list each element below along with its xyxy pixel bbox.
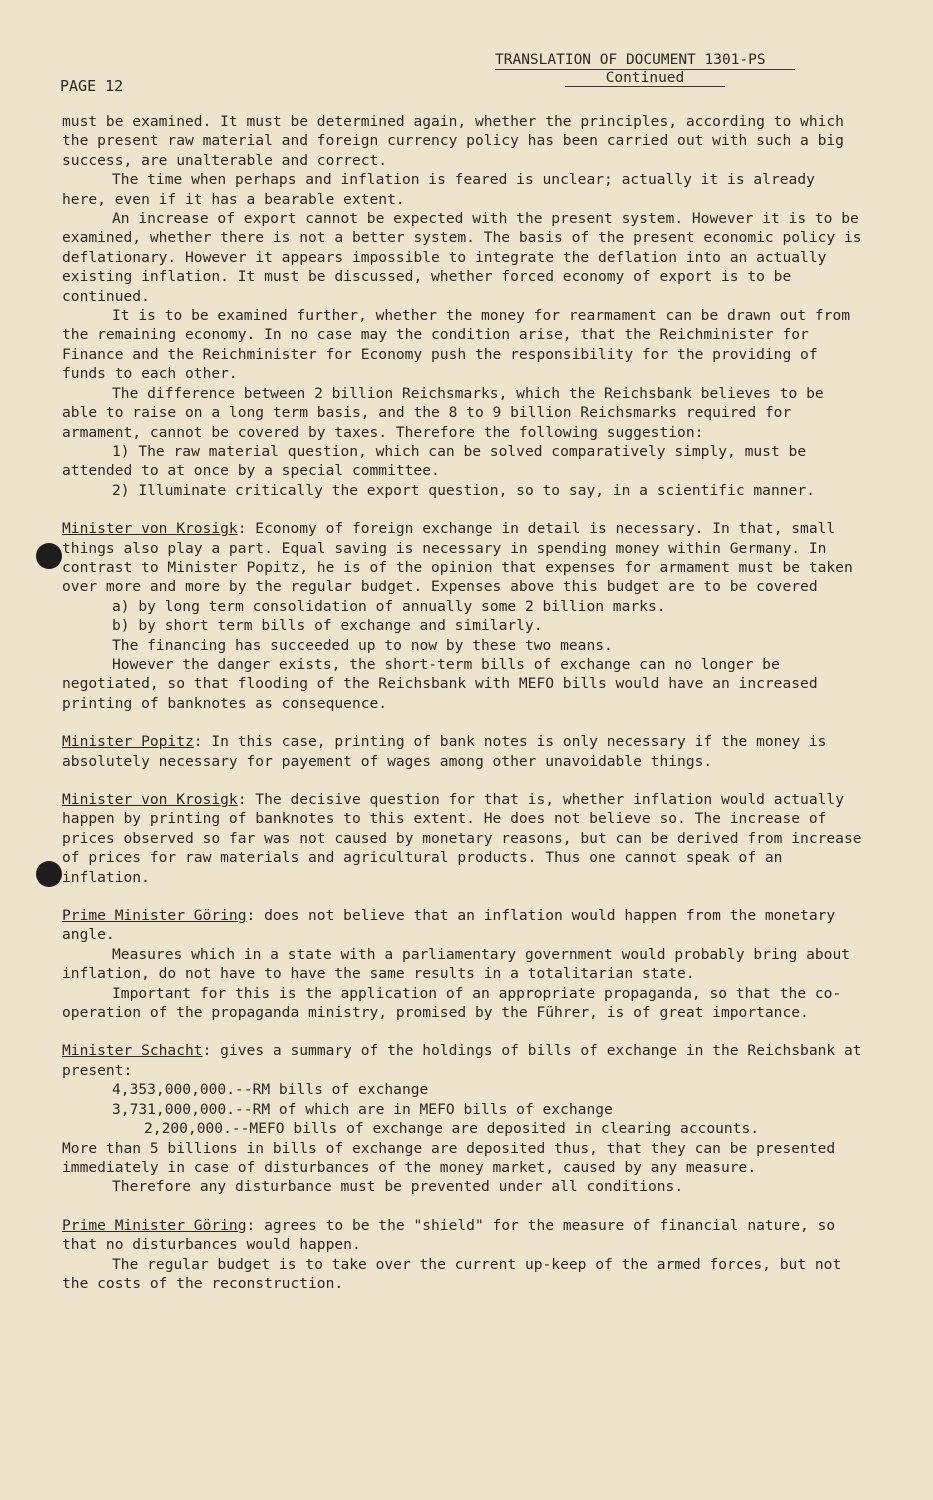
- speaker-name: Minister von Krosigk: [62, 791, 238, 808]
- paragraph: The financing has succeeded up to now by these two means.: [112, 636, 613, 654]
- figure-line: 2,200,000.--MEFO bills of exchange are deposited in clearing accounts.: [144, 1120, 760, 1138]
- statement-goring: Prime Minister Göring: agrees to be the "shield" for the measure of financial nature, so that no disturbances would happen.: [62, 1216, 836, 1254]
- document-title: TRANSLATION OF DOCUMENT 1301-PS: [495, 52, 795, 70]
- figure-line: 4,353,000,000.--RM bills of exchange: [112, 1081, 429, 1099]
- paragraph: However the danger exists, the short-term bills of exchange can no longer be negotiated, so that flooding of the Reichsbank with MEFO bills would have an increased printing of banknotes as consequence.: [62, 655, 818, 712]
- paragraph: Measures which in a state with a parliamentary government would probably bring about inflation, do not have to have the same results in a totalitarian state.: [62, 945, 851, 983]
- statement-schacht: Minister Schacht: gives a summary of the holdings of bills of exchange in the Reichsbank at present:: [62, 1042, 862, 1079]
- speaker-name: Prime Minister Göring: [62, 907, 247, 925]
- punch-hole: [36, 543, 62, 569]
- list-item: b) by short term bills of exchange and similarly.: [112, 617, 543, 635]
- paragraph: The regular budget is to take over the current up-keep of the armed forces, but not the costs of the reconstruction.: [62, 1255, 842, 1292]
- document-header: [495, 52, 795, 87]
- speaker-name: Prime Minister Göring: [62, 1216, 247, 1234]
- statement-krosigk: Minister von Krosigk: Economy of foreign exchange in detail is necessary. In that, small things also play a part. Equal saving is necessary in spending money within Germany. In contrast to Minister Popitz, he is of the opinion that expenses for armament must be taken over more and more by the regular budget. Expenses above this budget are to be covered: [62, 520, 853, 596]
- statement-popitz: Minister Popitz: In this case, printing of bank notes is only necessary if the money is absolutely necessary for payement of wages among other unavoidable things.: [62, 733, 827, 770]
- speaker-name: Minister Popitz: [62, 733, 194, 751]
- page-number: PAGE 12: [60, 77, 124, 95]
- paragraph: Important for this is the application of an appropriate propaganda, so that the co-operation of the propaganda ministry, promised by the Führer, is of great importance.: [62, 984, 842, 1022]
- list-item: a) by long term consolidation of annually some 2 billion marks.: [112, 597, 666, 615]
- document-body: [62, 112, 862, 1293]
- paragraph: It is to be examined further, whether the money for rearmament can be drawn out from the remaining economy. In no case may the condition arise, that the Reichminister for Finance and the Reichminister for Economy push the responsibility for the providing of funds to each other.: [62, 307, 851, 383]
- speaker-name: Minister von Krosigk: [62, 520, 238, 538]
- paragraph: The time when perhaps and inflation is feared is unclear; actually it is already here, even if it has a bearable extent.: [62, 171, 815, 208]
- paragraph: Therefore any disturbance must be prevented under all conditions.: [112, 1178, 684, 1196]
- paragraph: The difference between 2 billion Reichsmarks, which the Reichsbank believes to be able to raise on a long term basis, and the 8 to 9 billion Reichsmarks required for armament, cannot be covered by taxes. Therefore the following suggestion:: [62, 384, 824, 441]
- paragraph: More than 5 billions in bills of exchange are deposited thus, that they can be presented immediately in case of disturbances of the money market, caused by any measure.: [62, 1139, 836, 1176]
- speaker-name: Minister Schacht: [62, 1042, 203, 1060]
- paragraph: must be examined. It must be determined again, whether the principles, according to which the present raw material and foreign currency policy has been carried out with such a big success, are unalterable and correct.: [62, 113, 844, 169]
- list-item: 2) Illuminate critically the export question, so to say, in a scientific manner.: [112, 481, 815, 499]
- paragraph: An increase of export cannot be expected with the present system. However it is to be examined, whether there is not a better system. The basis of the present economic policy is deflationary. However it appears impossible to integrate the deflation into an actually existing inflation. It must be discussed, whether forced economy of export is to be continued.: [62, 210, 862, 305]
- statement-goring: Prime Minister Göring: does not believe that an inflation would happen from the monetary angle.: [62, 907, 836, 944]
- figure-line: 3,731,000,000.--RM of which are in MEFO bills of exchange: [112, 1100, 613, 1118]
- list-item: 1) The raw material question, which can be solved comparatively simply, must be attended to at once by a special committee.: [62, 442, 807, 480]
- statement-krosigk: Minister von Krosigk: The decisive question for that is, whether inflation would actually happen by printing of banknotes to this extent. He does not believe so. The increase of prices observed so far was not caused by monetary reasons, but can be derived from increase of prices for raw materials and agricultural products. Thus one cannot speak of an inflation.: [62, 791, 862, 886]
- continued-label: Continued: [565, 70, 725, 87]
- punch-hole: [36, 861, 62, 887]
